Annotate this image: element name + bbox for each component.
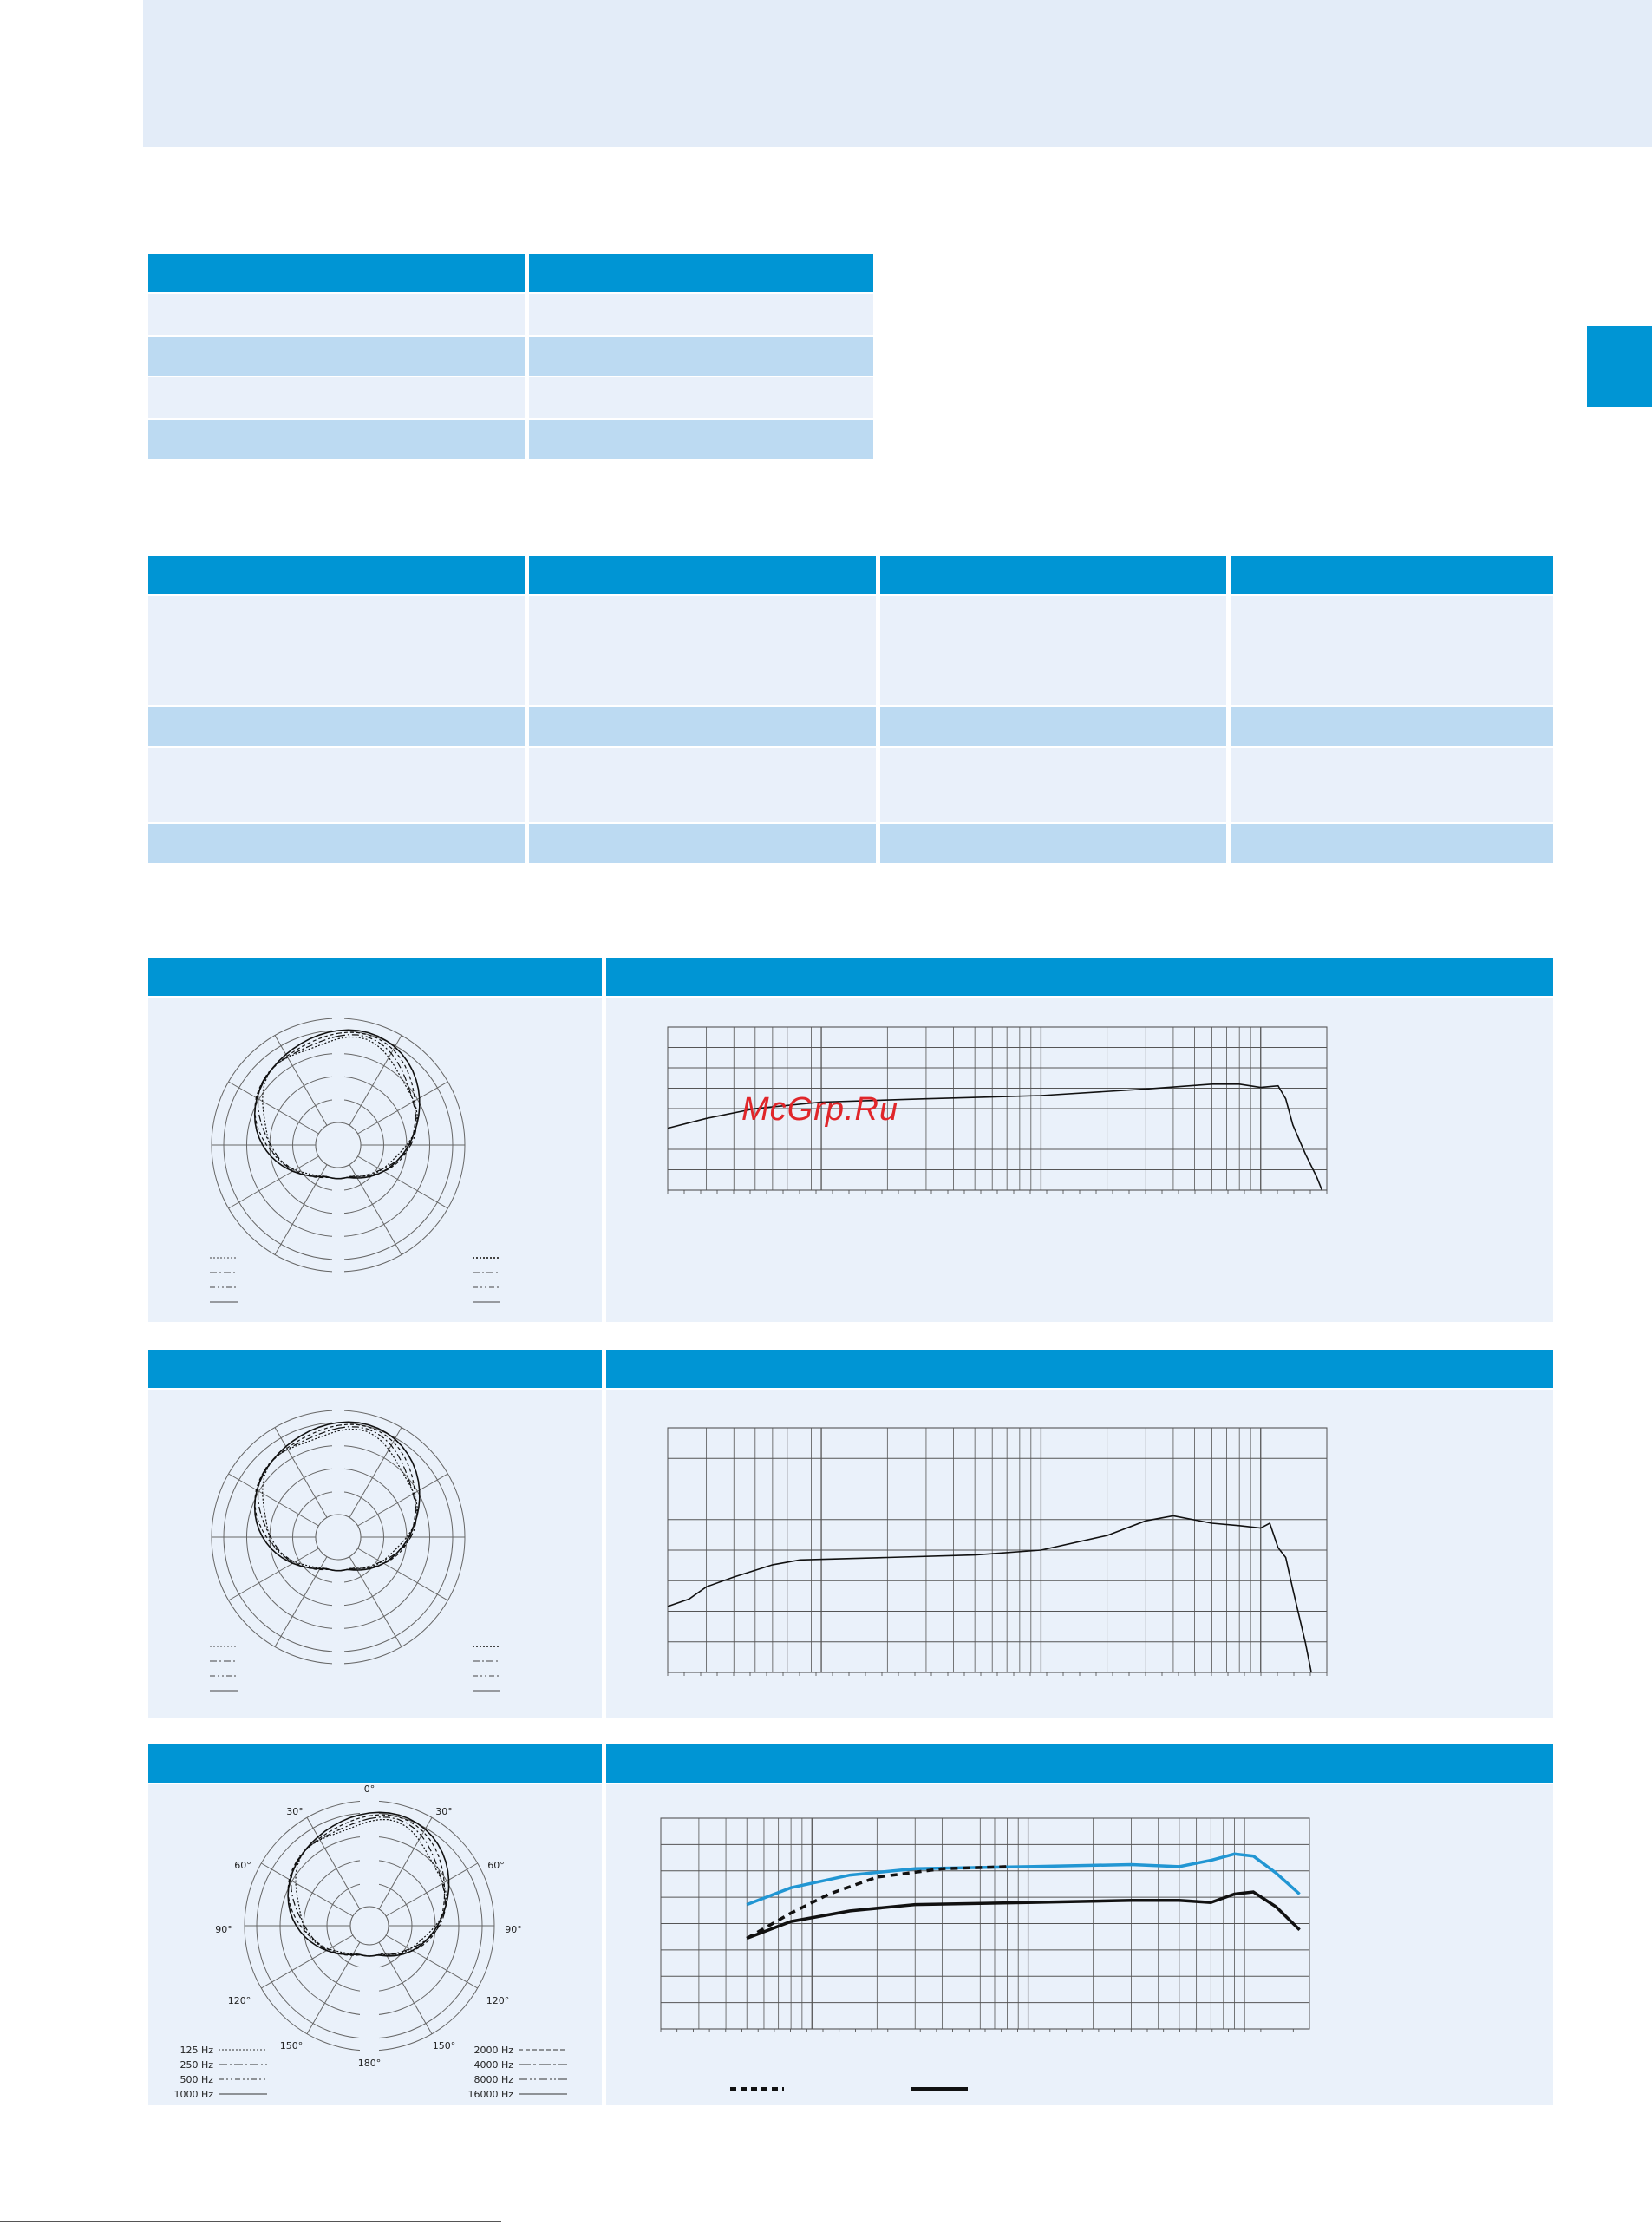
legend-500: 500 Hz xyxy=(180,2074,213,2085)
polar-spoke xyxy=(229,1156,319,1208)
polar-spoke xyxy=(379,1817,432,1909)
table2-row xyxy=(1231,596,1553,705)
polar3-angle-60-left: 60° xyxy=(234,1860,251,1871)
table1-row xyxy=(148,337,525,376)
polar-spoke xyxy=(358,1548,448,1600)
polar-diagram-1 xyxy=(208,1015,468,1275)
polar3-angle-90-left: 90° xyxy=(215,1924,232,1935)
polar-spoke xyxy=(358,1156,448,1208)
table1-header-cell xyxy=(148,254,525,292)
response-grid xyxy=(661,1818,1309,2032)
polar-grid xyxy=(245,1799,494,2052)
polar3-angle-150-left: 150° xyxy=(279,2040,304,2052)
polar-hub xyxy=(316,1122,361,1168)
section-tab-marker xyxy=(1587,326,1652,407)
table2-row xyxy=(1231,748,1553,822)
frequency-response-graph-2 xyxy=(668,1428,1337,1674)
response-header-1 xyxy=(606,958,1553,996)
polar3-angle-90-right: 90° xyxy=(505,1924,522,1935)
table2-row xyxy=(529,596,876,705)
polar-grid xyxy=(212,1017,465,1273)
polar-header-2 xyxy=(148,1350,602,1388)
legend-4000: 4000 Hz xyxy=(473,2059,513,2071)
table1-row xyxy=(148,420,525,459)
table1-row xyxy=(529,294,873,335)
table2-row xyxy=(880,748,1226,822)
polar-spoke xyxy=(349,1428,402,1518)
table2-row xyxy=(529,748,876,822)
response-grid xyxy=(668,1428,1327,1676)
table1-row xyxy=(148,377,525,418)
polar3-angle-120-right: 120° xyxy=(486,1995,510,2006)
table2-header-cell xyxy=(148,556,525,594)
response-curve xyxy=(668,1516,1311,1673)
polar3-angle-0: 0° xyxy=(363,1783,375,1795)
polar-spoke xyxy=(229,1082,319,1134)
polar-spoke xyxy=(307,1942,360,2034)
polar3-legend xyxy=(170,2043,586,2104)
polar-legend-samples xyxy=(208,1253,538,1305)
table2-row xyxy=(1231,707,1553,746)
polar-header-1 xyxy=(148,958,602,996)
polar3-angle-30-right: 30° xyxy=(435,1806,453,1817)
legend-16000: 16000 Hz xyxy=(467,2089,513,2100)
table2-row xyxy=(1231,824,1553,863)
polar-spoke xyxy=(275,1428,327,1518)
table1-row xyxy=(529,420,873,459)
response-curve xyxy=(747,1892,1299,1939)
polar-legend-samples xyxy=(208,1641,538,1693)
response3-legend xyxy=(728,2080,980,2097)
polar-spoke xyxy=(275,1557,327,1647)
polar-spoke xyxy=(349,1036,402,1126)
polar3-angle-150-right: 150° xyxy=(432,2040,456,2052)
table2-row xyxy=(148,824,525,863)
polar3-angle-30-left: 30° xyxy=(286,1806,304,1817)
polar-diagram-2 xyxy=(208,1407,468,1667)
polar3-angle-180: 180° xyxy=(357,2058,382,2069)
table2-row xyxy=(148,748,525,822)
legend-2000: 2000 Hz xyxy=(473,2045,513,2056)
table2-header-cell xyxy=(529,556,876,594)
polar-header-3 xyxy=(148,1744,602,1783)
table2-header-cell xyxy=(1231,556,1553,594)
table2-row xyxy=(880,707,1226,746)
polar-spoke xyxy=(386,1863,478,1916)
table1-header-cell xyxy=(529,254,873,292)
polar-hub xyxy=(350,1907,389,1945)
page-banner xyxy=(143,0,1652,147)
polar-spoke xyxy=(261,1863,353,1916)
table2-header-cell xyxy=(880,556,1226,594)
table2-row xyxy=(148,707,525,746)
table2-row xyxy=(529,707,876,746)
polar3-angle-120-left: 120° xyxy=(227,1995,251,2006)
table1-row xyxy=(148,294,525,335)
polar-spoke xyxy=(358,1082,448,1134)
frequency-response-graph-3 xyxy=(661,1818,1311,2031)
polar-spoke xyxy=(275,1165,327,1255)
table2-row xyxy=(148,596,525,705)
table1-row xyxy=(529,377,873,418)
response-header-3 xyxy=(606,1744,1553,1783)
table1-row xyxy=(529,337,873,376)
watermark-text: McGrp.Ru xyxy=(741,1091,899,1128)
polar-spoke xyxy=(307,1817,360,1909)
footer-rule xyxy=(0,2221,501,2222)
polar-spoke xyxy=(386,1935,478,1988)
legend-250: 250 Hz xyxy=(180,2059,213,2071)
table2-row xyxy=(529,824,876,863)
table2-row xyxy=(880,824,1226,863)
response-header-2 xyxy=(606,1350,1553,1388)
polar-grid xyxy=(212,1409,465,1665)
polar-spoke xyxy=(275,1036,327,1126)
polar-spoke xyxy=(229,1474,319,1526)
legend-1000: 1000 Hz xyxy=(173,2089,213,2100)
legend-125: 125 Hz xyxy=(180,2045,213,2056)
polar-spoke xyxy=(358,1474,448,1526)
table2-row xyxy=(880,596,1226,705)
legend-8000: 8000 Hz xyxy=(473,2074,513,2085)
polar-spoke xyxy=(261,1935,353,1988)
polar3-angle-60-right: 60° xyxy=(487,1860,505,1871)
polar-spoke xyxy=(229,1548,319,1600)
polar-hub xyxy=(316,1515,361,1560)
